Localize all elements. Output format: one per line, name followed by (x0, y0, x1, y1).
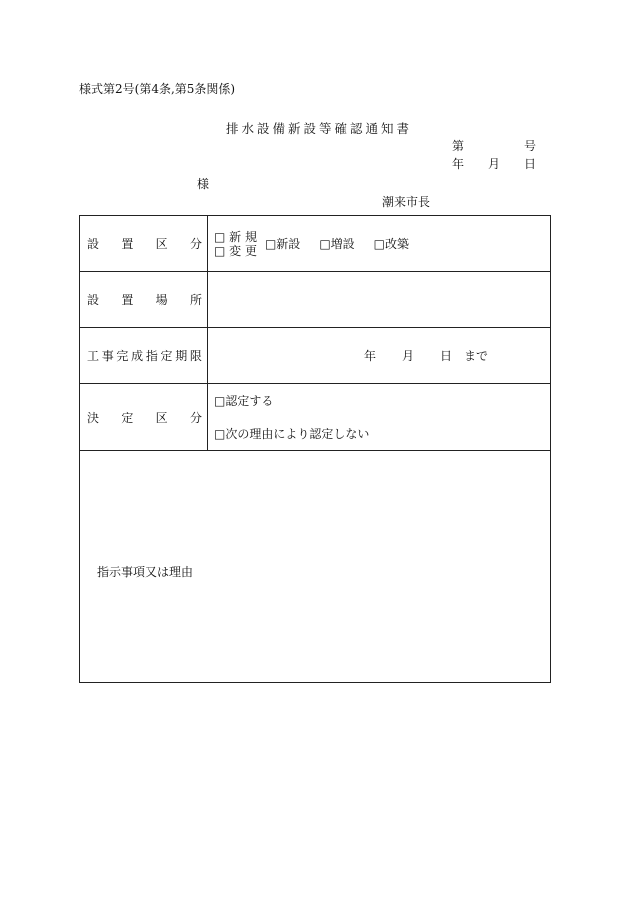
label-char: 限 (189, 349, 202, 363)
label-char: 指 (145, 349, 158, 363)
instructions-label: 指示事項又は理由 (97, 565, 194, 579)
label-char: 所 (189, 293, 202, 307)
label-char: 区 (155, 410, 168, 425)
checkbox-approve[interactable]: □認定する (214, 394, 274, 408)
checkbox-change[interactable]: □ 変 更 (214, 243, 257, 258)
label-char: 工 (87, 349, 100, 363)
document-number (452, 137, 536, 154)
label-completion-deadline (80, 328, 208, 384)
label-char: 設 (87, 237, 100, 251)
value-decision-category (208, 384, 551, 451)
checkbox-new-install[interactable]: □新設 (264, 237, 301, 251)
label-char: 定 (121, 410, 134, 425)
checkbox-renovation[interactable]: □改築 (373, 237, 409, 251)
row-installation-category (80, 216, 551, 272)
number-prefix: 第 (452, 139, 465, 153)
label-char: 置 (121, 237, 134, 251)
document-title: 排水設備新設等確認通知書 (226, 121, 413, 136)
label-char: 定 (160, 349, 173, 363)
checkbox-extension[interactable]: □増設 (319, 237, 355, 251)
label-char: 分 (189, 410, 202, 425)
label-char: 場 (155, 293, 168, 307)
date-day: 日 (523, 157, 536, 171)
label-char: 区 (155, 237, 168, 251)
label-installation-category (80, 216, 208, 272)
label-char: 事 (101, 349, 114, 363)
label-char: 設 (87, 293, 100, 307)
label-char: 成 (131, 349, 144, 363)
document-date (452, 155, 536, 172)
form-reference: 様式第2号(第4条,第5条関係) (79, 82, 236, 96)
deadline-day: 日 (440, 349, 453, 363)
value-installation-category (208, 216, 551, 272)
deadline-month: 月 (402, 349, 415, 363)
row-decision-category (80, 384, 551, 451)
date-year: 年 (452, 157, 465, 171)
row-completion-deadline (80, 328, 551, 384)
label-installation-location (80, 272, 208, 328)
value-installation-location[interactable] (208, 272, 551, 328)
label-char: 置 (121, 293, 134, 307)
checkbox-new[interactable]: □ 新 規 (214, 229, 257, 244)
date-month: 月 (487, 157, 500, 171)
label-char: 完 (116, 349, 129, 363)
label-decision-category (80, 384, 208, 451)
form-table (79, 215, 551, 683)
deadline-until: まで (464, 349, 489, 363)
label-char: 決 (87, 410, 100, 425)
number-suffix: 号 (523, 139, 536, 153)
label-char: 分 (189, 237, 202, 251)
value-completion-deadline[interactable] (208, 328, 551, 384)
row-instructions (80, 451, 551, 683)
checkbox-deny[interactable]: □次の理由により認定しない (214, 427, 370, 441)
row-installation-location (80, 272, 551, 328)
deadline-year: 年 (364, 349, 377, 363)
instructions-area[interactable] (80, 451, 551, 683)
addressee-honorific: 様 (197, 177, 210, 191)
issuer-name: 潮来市長 (382, 195, 431, 209)
label-char: 期 (175, 349, 188, 363)
